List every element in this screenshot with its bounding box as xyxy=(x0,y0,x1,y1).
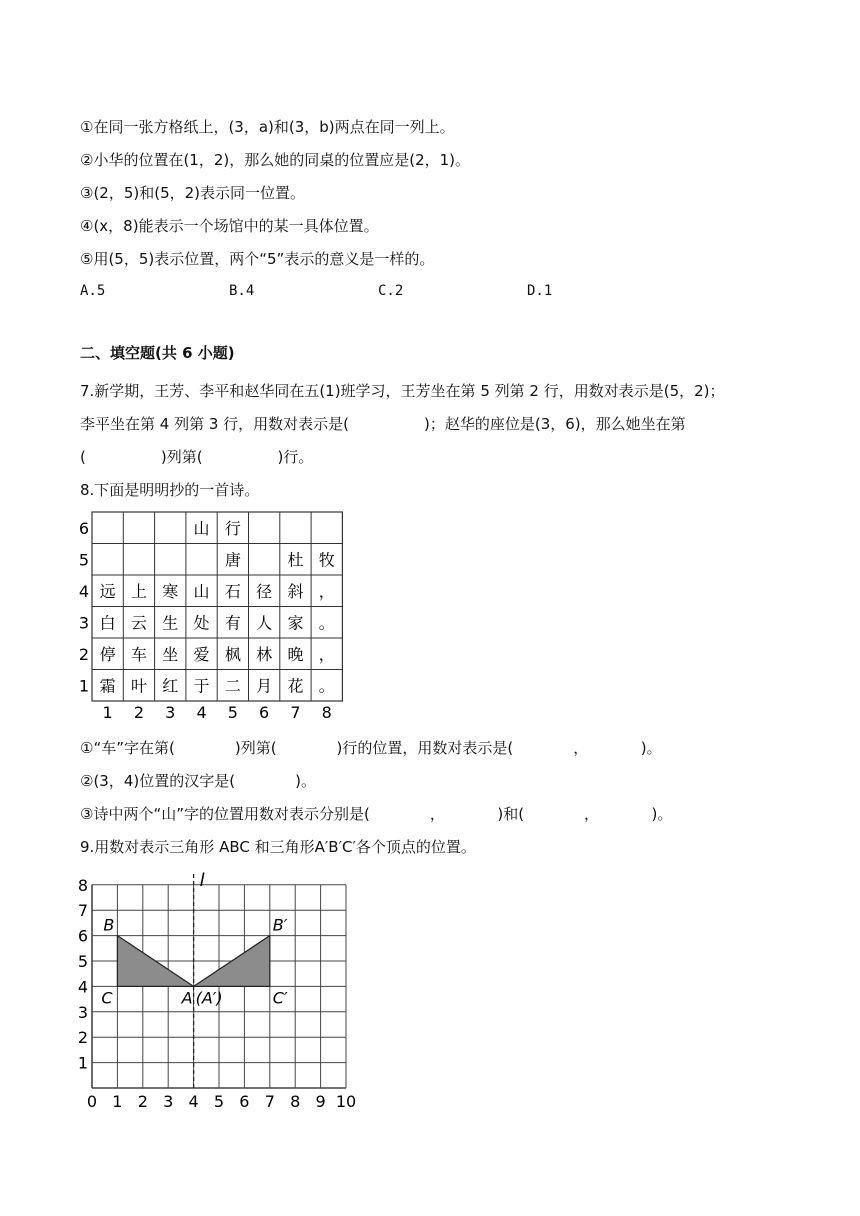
y-tick-label: 5 xyxy=(77,952,89,971)
poem-col-label: 5 xyxy=(227,703,238,720)
point-label-b-prime: B′ xyxy=(272,915,288,935)
x-tick-label: 0 xyxy=(86,1092,98,1108)
q7-line-3: ( )列第( )行。 xyxy=(80,448,314,466)
poem-char: 处 xyxy=(193,613,210,633)
section-title: 二、填空题(共 6 小题) xyxy=(80,344,235,362)
poem-char: 停 xyxy=(99,644,116,664)
poem-char: 唐 xyxy=(224,550,241,570)
q8-question-3: ③诗中两个“山”字的位置用数对表示分别是( ， )和( ， )。 xyxy=(80,805,673,823)
poem-col-label: 6 xyxy=(259,703,270,720)
poem-row-label: 6 xyxy=(78,518,90,538)
poem-char: ， xyxy=(318,581,335,601)
poem-char: 远 xyxy=(99,581,116,601)
axis-label-l: l xyxy=(199,869,205,891)
x-tick-label: 10 xyxy=(335,1092,357,1108)
poem-char: 二 xyxy=(224,676,241,696)
poem-char: 枫 xyxy=(224,644,241,664)
q8-question-2: ②(3，4)位置的汉字是( )。 xyxy=(80,772,316,790)
statement-1: ①在同一张方格纸上，(3，a)和(3，b)两点在同一列上。 xyxy=(80,118,455,136)
option-b[interactable]: B.4 xyxy=(229,283,255,299)
poem-char: 爱 xyxy=(193,644,210,664)
poem-grid xyxy=(76,510,346,720)
q8-title: 8.下面是明明抄的一首诗。 xyxy=(80,481,260,499)
poem-char: 径 xyxy=(256,581,273,601)
poem-char: 杜 xyxy=(287,550,304,570)
poem-char: 上 xyxy=(130,581,147,601)
poem-row-label: 1 xyxy=(78,676,90,696)
poem-char: 花 xyxy=(287,676,304,696)
point-label-c-prime: C′ xyxy=(272,988,288,1008)
poem-char: 山 xyxy=(193,518,210,538)
coordinate-grid xyxy=(76,856,366,1108)
poem-char: 云 xyxy=(130,613,147,633)
x-tick-label: 3 xyxy=(163,1092,174,1108)
option-a[interactable]: A.5 xyxy=(80,283,106,299)
poem-char: 牧 xyxy=(318,550,335,570)
poem-char: 生 xyxy=(162,613,179,633)
statement-3: ③(2，5)和(5，2)表示同一位置。 xyxy=(80,184,306,202)
q7-line-2: 李平坐在第 4 列第 3 行，用数对表示是( )；赵华的座位是(3，6)，那么她坐在第 xyxy=(80,415,686,433)
poem-char: 林 xyxy=(256,644,273,664)
statement-4: ④(x，8)能表示一个场馆中的某一具体位置。 xyxy=(80,217,379,235)
point-label-a: A xyxy=(181,988,193,1008)
poem-col-label: 1 xyxy=(102,703,113,720)
poem-col-label: 3 xyxy=(165,703,176,720)
y-tick-label: 7 xyxy=(77,901,89,921)
y-tick-label: 1 xyxy=(77,1053,89,1073)
poem-char: 红 xyxy=(162,676,179,696)
x-tick-label: 8 xyxy=(290,1092,301,1108)
poem-col-label: 7 xyxy=(290,703,301,720)
poem-char: 有 xyxy=(224,613,241,633)
x-tick-label: 4 xyxy=(188,1092,199,1108)
poem-col-label: 8 xyxy=(321,703,332,720)
poem-col-label: 2 xyxy=(133,703,145,720)
x-tick-label: 5 xyxy=(213,1092,225,1108)
poem-char: 车 xyxy=(130,644,147,664)
q7-line-1: 7.新学期，王芳、李平和赵华同在五(1)班学习，王芳坐在第 5 列第 2 行，用数对表示是(5，2)； xyxy=(80,382,725,400)
y-tick-label: 8 xyxy=(77,875,89,895)
poem-char: 白 xyxy=(99,613,116,633)
x-tick-label: 6 xyxy=(239,1092,250,1108)
poem-char: 。 xyxy=(318,676,335,696)
poem-char: 行 xyxy=(224,518,241,538)
poem-row-label: 5 xyxy=(78,550,90,570)
option-d[interactable]: D.1 xyxy=(527,283,553,299)
q9-title: 9.用数对表示三角形 ABC 和三角形A′B′C′各个顶点的位置。 xyxy=(80,838,476,856)
x-tick-label: 2 xyxy=(137,1092,148,1108)
point-label-c: C xyxy=(101,988,113,1008)
y-tick-label: 2 xyxy=(77,1028,89,1048)
statement-2: ②小华的位置在(1，2)，那么她的同桌的位置应是(2，1)。 xyxy=(80,151,471,169)
poem-char: 坐 xyxy=(162,644,179,664)
statement-5: ⑤用(5，5)表示位置，两个“5”表示的意义是一样的。 xyxy=(80,250,435,268)
poem-char: 叶 xyxy=(130,676,147,696)
poem-char: 家 xyxy=(287,613,304,633)
point-label-a-prime: (A′) xyxy=(195,988,223,1008)
poem-char: 人 xyxy=(256,613,273,633)
poem-char: 月 xyxy=(256,676,273,696)
x-tick-label: 7 xyxy=(264,1092,275,1108)
x-tick-label: 9 xyxy=(315,1092,326,1108)
poem-row-label: 3 xyxy=(78,613,90,633)
poem-char: 寒 xyxy=(162,581,179,601)
poem-char: 斜 xyxy=(287,581,304,601)
poem-char: 晚 xyxy=(287,644,304,664)
y-tick-label: 3 xyxy=(77,1002,89,1022)
poem-char: 山 xyxy=(193,581,210,601)
q8-question-1: ①“车”字在第( )列第( )行的位置，用数对表示是( ， )。 xyxy=(80,739,662,757)
poem-col-label: 4 xyxy=(196,703,207,720)
poem-char: ， xyxy=(318,644,335,664)
poem-char: 石 xyxy=(224,581,241,601)
x-tick-label: 1 xyxy=(112,1092,123,1108)
y-tick-label: 4 xyxy=(77,977,89,997)
poem-row-label: 2 xyxy=(78,644,90,664)
poem-char: 霜 xyxy=(99,676,116,696)
option-c[interactable]: C.2 xyxy=(378,283,404,299)
point-label-b: B xyxy=(103,915,115,935)
poem-char: 。 xyxy=(318,613,335,633)
y-tick-label: 6 xyxy=(77,926,89,946)
poem-row-label: 4 xyxy=(78,581,90,601)
poem-char: 于 xyxy=(193,676,210,696)
